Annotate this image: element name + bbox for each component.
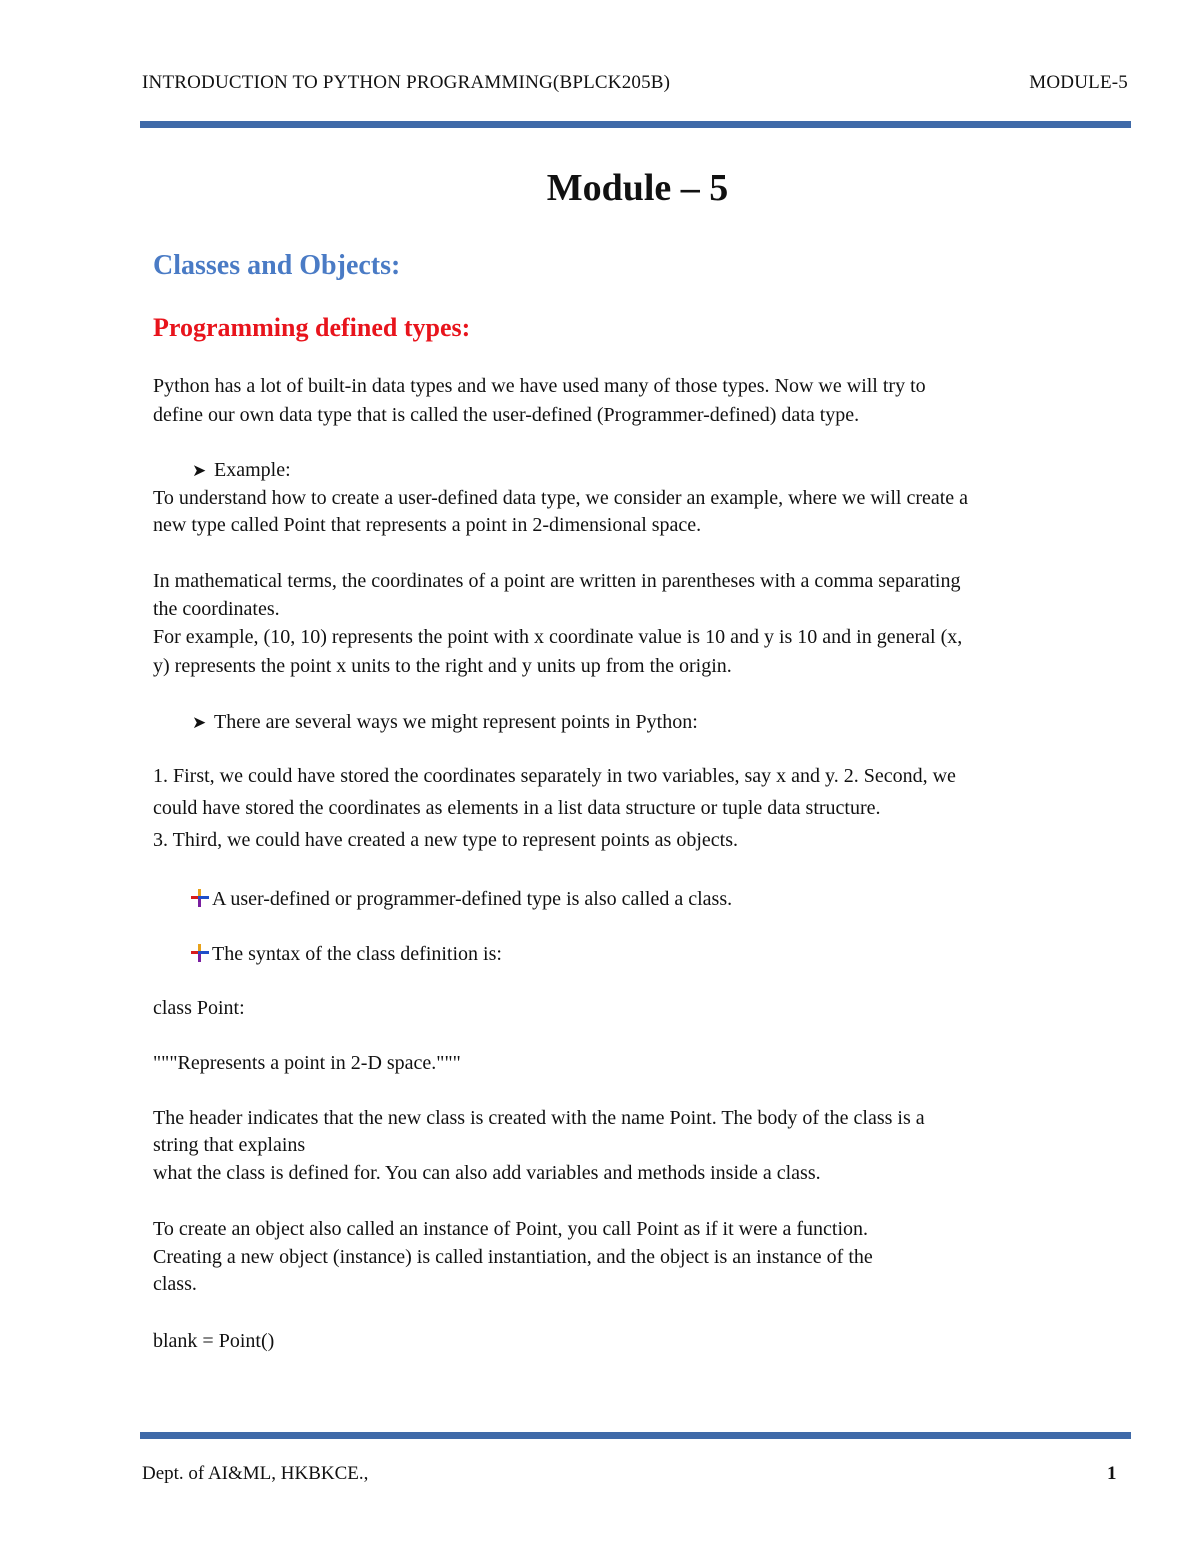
paragraph-line: 3. Third, we could have created a new type to represent points as objects. [153,829,738,851]
ways-bullet-text: There are several ways we might represent points in Python: [214,711,698,733]
paragraph-line: define our own data type that is called the user-defined (Programmer-defined) data type. [153,404,860,426]
paragraph-line: Creating a new object (instance) is called instantiation, and the object is an instance of the [153,1246,873,1268]
code-line: blank = Point() [153,1330,275,1352]
syntax-note-text: The syntax of the class definition is: [212,943,502,965]
code-line: """Represents a point in 2-D space.""" [153,1052,461,1074]
code-line: class Point: [153,997,245,1019]
class-note-text: A user-defined or programmer-defined type is also called a class. [212,888,733,910]
paragraph-line: For example, (10, 10) represents the point with x coordinate value is 10 and y is 10 and in general (x, [153,626,963,648]
arrow-bullet-icon: ➤ [192,713,207,732]
paragraph-line: string that explains [153,1134,306,1156]
example-bullet [192,456,291,485]
plus-bullet-icon [190,943,212,963]
paragraph-line: Python has a lot of built-in data types and we have used many of those types. Now we will try to [153,375,926,397]
paragraph-line: the coordinates. [153,598,280,620]
subsection-heading: Programming defined types: [153,313,471,342]
paragraph-line: new type called Point that represents a point in 2-dimensional space. [153,514,702,536]
paragraph-line: The header indicates that the new class is created with the name Point. The body of the class is a [153,1107,925,1129]
header-rule [140,121,1131,128]
paragraph-line: could have stored the coordinates as elements in a list data structure or tuple data structure. [153,797,881,819]
ways-bullet [192,708,698,737]
plus-bullet-icon [190,888,212,908]
syntax-note-bullet [190,940,502,968]
paragraph-line: To understand how to create a user-defined data type, we consider an example, where we will create a [153,487,969,509]
footer-rule [140,1432,1131,1439]
header-module-label: MODULE-5 [1029,72,1128,93]
page-number: 1 [1107,1463,1117,1484]
section-heading: Classes and Objects: [153,250,401,281]
footer-department: Dept. of AI&ML, HKBKCE., [142,1463,369,1484]
paragraph-line: In mathematical terms, the coordinates of a point are written in parentheses with a comma separating [153,570,961,592]
paragraph-line: what the class is defined for. You can also add variables and methods inside a class. [153,1162,821,1184]
page-title: Module – 5 [546,167,729,209]
class-note-bullet [190,885,732,913]
header-course-title: INTRODUCTION TO PYTHON PROGRAMMING(BPLCK205B) [142,72,671,93]
paragraph-line: 1. First, we could have stored the coordinates separately in two variables, say x and y. 2. Second, we [153,765,956,787]
paragraph-line: y) represents the point x units to the right and y units up from the origin. [153,655,732,677]
paragraph-line: class. [153,1273,197,1295]
paragraph-line: To create an object also called an instance of Point, you call Point as if it were a function. [153,1218,869,1240]
example-bullet-text: Example: [214,459,291,481]
arrow-bullet-icon: ➤ [192,461,207,480]
